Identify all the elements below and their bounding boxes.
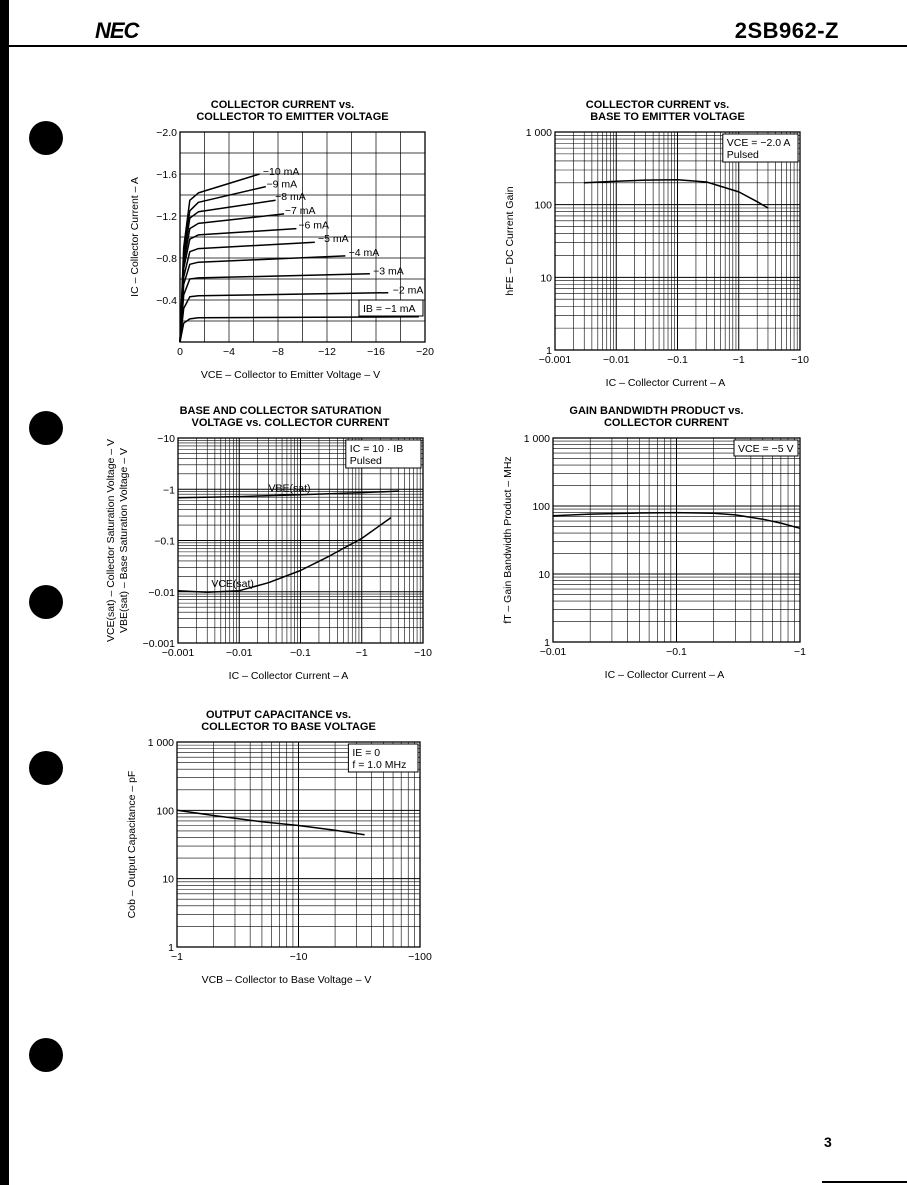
punch-hole [29, 585, 63, 619]
y-tick-label: −0.1 [154, 535, 175, 548]
curve-label: −8 mA [275, 191, 306, 204]
y-tick-label: 1 [168, 942, 174, 954]
y-tick-label: −10 [157, 433, 175, 445]
legend-text: IC = 10 · IB [349, 443, 404, 455]
chart-hfe-vs-ic [495, 92, 825, 388]
x-tick-label: −100 [408, 951, 432, 963]
x-axis-label: VCB – Collector to Base Voltage – V [201, 974, 372, 986]
page-number: 3 [824, 1134, 832, 1150]
chart-title: COLLECTOR TO EMITTER VOLTAGE [196, 111, 389, 123]
x-axis-label: IC – Collector Current – A [228, 670, 349, 682]
x-tick-label: −0.1 [667, 354, 688, 366]
y-tick-label: 1 000 [147, 737, 174, 749]
chart-title: COLLECTOR TO BASE VOLTAGE [201, 721, 376, 733]
chart-vsat-vs-ic [103, 398, 443, 693]
punch-hole [29, 411, 63, 445]
series-label: VBE(sat) [268, 482, 311, 495]
series-line [180, 229, 296, 342]
punch-hole [29, 751, 63, 785]
curve-label: −5 mA [317, 233, 349, 246]
curve-label: −7 mA [284, 204, 316, 217]
y-tick-label: −0.8 [156, 253, 177, 265]
chart-title: COLLECTOR CURRENT vs. [585, 99, 730, 111]
y-tick-label: 1 [544, 637, 550, 649]
y-tick-label: −1.2 [156, 211, 177, 223]
y-tick-label: −0.4 [156, 295, 177, 307]
series-label: VCE(sat) [211, 577, 254, 590]
x-tick-label: −0.001 [538, 354, 572, 366]
legend-text: IE = 0 [352, 747, 381, 759]
y-axis-label: VBE(sat) – Base Saturation Voltage – V [118, 447, 130, 634]
curve-label: −10 mA [262, 165, 300, 178]
legend-text: Pulsed [726, 149, 759, 161]
x-tick-label: −0.01 [602, 354, 630, 366]
y-tick-label: −1.6 [156, 169, 177, 181]
x-tick-label: −1 [171, 951, 183, 963]
x-tick-label: 0 [177, 346, 183, 358]
chart-title: COLLECTOR CURRENT vs. [210, 99, 355, 111]
x-axis-label: IC – Collector Current – A [605, 377, 726, 389]
punch-hole [29, 121, 63, 155]
curve-label: −2 mA [392, 284, 424, 297]
punch-hole [29, 1038, 63, 1072]
x-tick-label: −0.1 [666, 646, 687, 658]
y-tick-label: 100 [532, 501, 550, 513]
y-tick-label: 10 [540, 272, 552, 285]
y-tick-label: −0.01 [148, 586, 175, 599]
curve-label: −4 mA [348, 246, 380, 259]
x-tick-label: −0.01 [539, 646, 567, 658]
legend-text: VCE = −5 V [738, 443, 794, 455]
y-tick-label: −0.001 [142, 638, 175, 650]
y-tick-label: 100 [156, 805, 174, 818]
brand-logo: NEC [95, 18, 139, 43]
x-tick-label: −16 [367, 346, 385, 358]
curve-label: −3 mA [373, 265, 404, 278]
y-tick-label: −2.0 [156, 127, 177, 139]
x-tick-label: −20 [416, 346, 434, 358]
legend-text: VCE = −2.0 A [726, 137, 791, 149]
chart-title: BASE AND COLLECTOR SATURATION [179, 405, 382, 417]
header-rule [9, 45, 907, 47]
x-tick-label: −8 [272, 346, 284, 358]
curve-label: −9 mA [266, 178, 298, 191]
x-tick-label: −10 [289, 951, 308, 963]
legend-text: Pulsed [349, 455, 382, 467]
y-axis-label: fT – Gain Bandwidth Product – MHz [502, 456, 514, 624]
x-tick-label: −10 [791, 354, 809, 366]
x-tick-label: −1 [355, 647, 368, 659]
part-number: 2SB962-Z [734, 18, 839, 43]
x-tick-label: −10 [414, 647, 432, 659]
chart-title: BASE TO EMITTER VOLTAGE [590, 111, 745, 123]
series-line [180, 274, 370, 342]
chart-ic-vs-vce [110, 92, 440, 388]
legend-text: IB = −1 mA [363, 303, 416, 315]
x-tick-label: −4 [223, 346, 235, 358]
y-axis-label: VCE(sat) – Collector Saturation Voltage – V [105, 438, 117, 643]
curve-label: −6 mA [298, 219, 330, 232]
x-axis-label: IC – Collector Current – A [604, 669, 725, 681]
y-tick-label: −1 [163, 484, 175, 497]
y-tick-label: 1 000 [523, 433, 550, 445]
series-line [180, 242, 315, 342]
y-tick-label: 100 [534, 199, 552, 212]
x-axis-label: VCE – Collector to Emitter Voltage – V [200, 369, 381, 381]
legend-text: f = 1.0 MHz [352, 759, 407, 771]
x-tick-label: −0.01 [225, 647, 253, 659]
series-line [584, 180, 768, 208]
chart-ft-vs-ic [495, 398, 825, 693]
x-tick-label: −0.001 [161, 647, 195, 659]
chart-cob-vs-vcb [110, 705, 440, 1000]
y-tick-label: 10 [162, 873, 174, 886]
y-axis-label: Cob – Output Capacitance – pF [126, 770, 138, 919]
y-tick-label: 1 000 [525, 127, 552, 139]
chart-title: COLLECTOR CURRENT [603, 417, 730, 429]
x-tick-label: −12 [318, 346, 336, 358]
chart-title: OUTPUT CAPACITANCE vs. [205, 709, 352, 721]
series-line [180, 317, 419, 342]
x-tick-label: −1 [794, 646, 806, 658]
chart-title: GAIN BANDWIDTH PRODUCT vs. [569, 405, 744, 417]
chart-title: VOLTAGE vs. COLLECTOR CURRENT [191, 417, 390, 429]
x-tick-label: −0.1 [290, 647, 311, 659]
y-axis-label: hFE – DC Current Gain [504, 186, 516, 296]
y-axis-label: IC – Collector Current – A [129, 177, 141, 297]
y-tick-label: 10 [538, 569, 550, 581]
binding-edge [0, 0, 9, 1185]
x-tick-label: −1 [732, 354, 745, 366]
y-tick-label: 1 [546, 345, 552, 357]
footer-rule [822, 1181, 907, 1183]
